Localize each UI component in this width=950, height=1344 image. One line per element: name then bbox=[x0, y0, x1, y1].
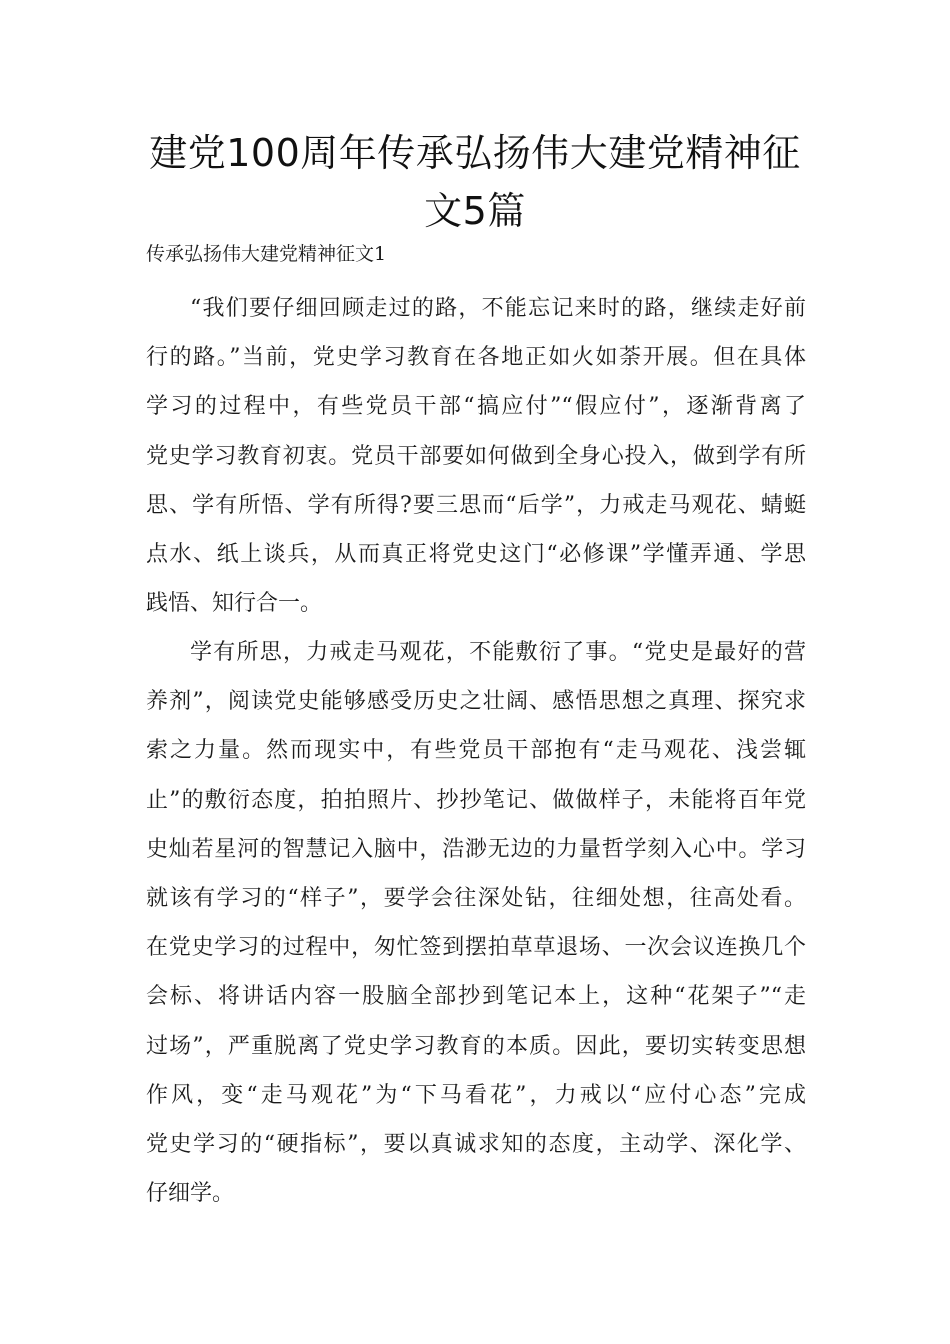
paragraph-line: 思、学有所悟、学有所得?要三思而“后学”，力戒走马观花、蜻蜓 bbox=[146, 492, 806, 518]
paragraph-line: 过场”，严重脱离了党史学习教育的本质。因此，要切实转变思想 bbox=[146, 1033, 806, 1059]
paragraph-line: 史灿若星河的智慧记入脑中，浩渺无边的力量哲学刻入心中。学习 bbox=[146, 836, 806, 862]
paragraph-line: 学有所思，力戒走马观花，不能敷衍了事。“党史是最好的营 bbox=[190, 640, 806, 665]
document-title bbox=[100, 124, 850, 240]
paragraph-line: 学习的过程中，有些党员干部“搞应付”“假应付”，逐渐背离了 bbox=[146, 394, 806, 420]
essay-subtitle: 传承弘扬伟大建党精神征文1 bbox=[146, 243, 387, 265]
paragraph-line: 仔细学。 bbox=[146, 1181, 235, 1207]
title-line: 文5篇 bbox=[424, 189, 526, 233]
paragraph bbox=[146, 284, 806, 628]
paragraph-line: 会标、将讲话内容一股脑全部抄到笔记本上，这种“花架子”“走 bbox=[146, 984, 806, 1010]
paragraph-line: 党史学习的“硬指标”，要以真诚求知的态度，主动学、深化学、 bbox=[146, 1131, 806, 1157]
title-line: 建党100周年传承弘扬伟大建党精神征 bbox=[149, 131, 801, 175]
paragraph-line: 就该有学习的“样子”，要学会往深处钻，往细处想，往高处看。 bbox=[146, 885, 806, 911]
paragraph-line: 践悟、知行合一。 bbox=[146, 591, 323, 617]
paragraph-line: 点水、纸上谈兵，从而真正将党史这门“必修课”学懂弄通、学思 bbox=[146, 541, 806, 567]
paragraph-line: 止”的敷衍态度，拍拍照片、抄抄笔记、做做样子，未能将百年党 bbox=[146, 787, 806, 813]
paragraph-line: 作风，变“走马观花”为“下马看花”，力戒以“应付心态”完成 bbox=[146, 1082, 806, 1108]
paragraph-line: 党史学习教育初衷。党员干部要如何做到全身心投入，做到学有所 bbox=[146, 443, 806, 469]
paragraph-line: 索之力量。然而现实中，有些党员干部抱有“走马观花、浅尝辄 bbox=[146, 738, 806, 764]
paragraph bbox=[146, 628, 806, 1218]
paragraph-line: “我们要仔细回顾走过的路，不能忘记来时的路，继续走好前 bbox=[190, 296, 806, 321]
paragraph-line: 养剂”，阅读党史能够感受历史之壮阔、感悟思想之真理、探究求 bbox=[146, 689, 806, 715]
paragraph-line: 在党史学习的过程中，匆忙签到摆拍草草退场、一次会议连换几个 bbox=[146, 935, 806, 961]
paragraph-line: 行的路。”当前，党史学习教育在各地正如火如荼开展。但在具体 bbox=[146, 345, 806, 371]
